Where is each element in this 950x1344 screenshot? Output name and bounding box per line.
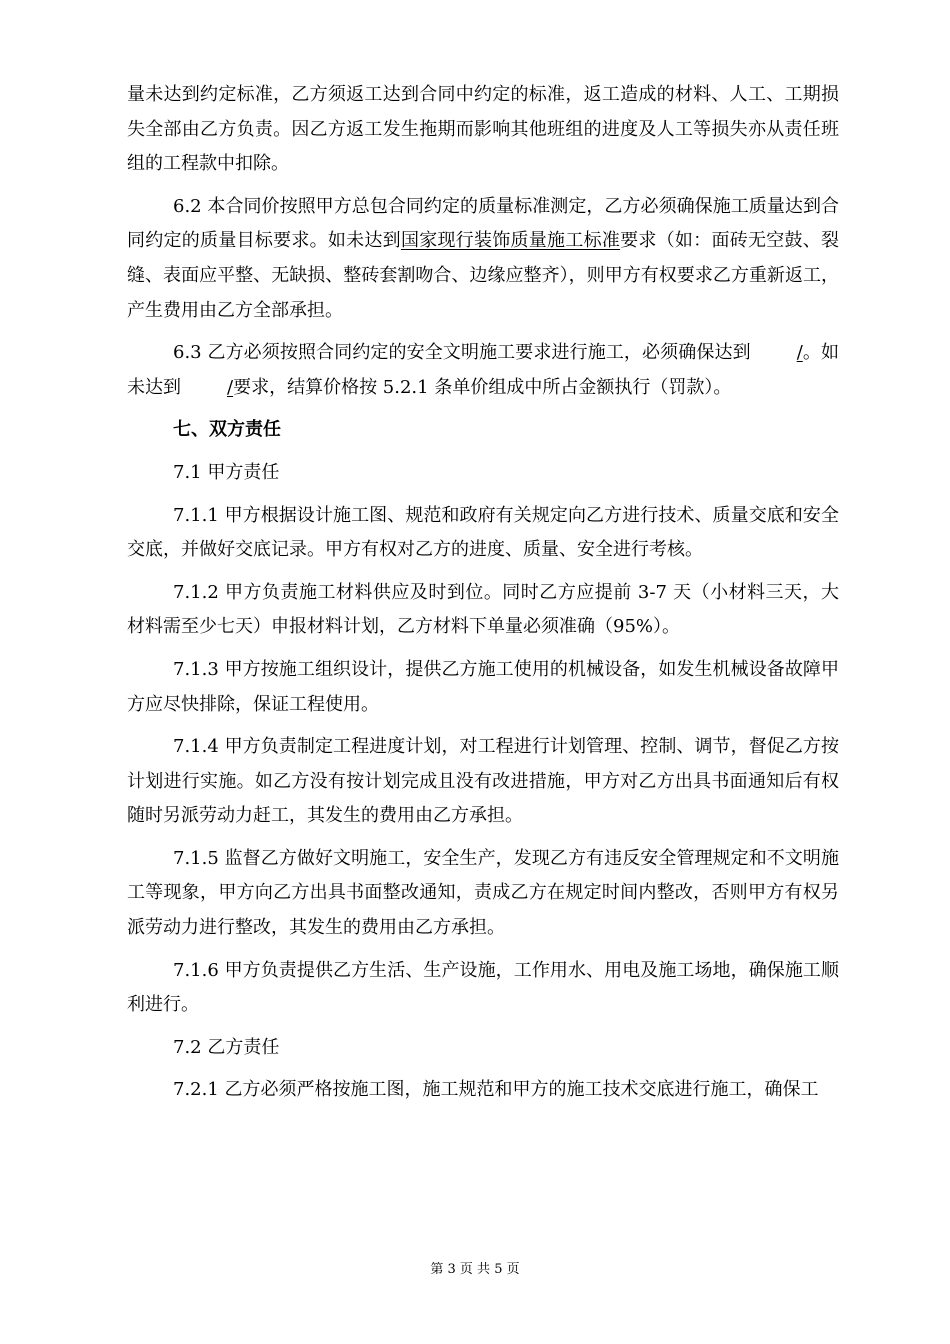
section-heading-7: 七、双方责任: [173, 419, 281, 441]
paragraph-6-3: [127, 336, 839, 405]
page-number-footer: 第 3 页 共 5 页: [430, 1262, 520, 1277]
paragraph-7-2-1: 7.2.1 乙方必须严格按施工图，施工规范和甲方的施工技术交底进行施工，确保工: [173, 1079, 819, 1101]
paragraph-7-1-1: 7.1.1 甲方根据设计施工图、规范和政府有关规定向乙方进行技术、质量交底和安全交底，并做好交底记录。甲方有权对乙方的进度、质量、安全进行考核。: [127, 504, 839, 561]
fill-blank-1: /: [796, 342, 803, 364]
paragraph-7-1-4: 7.1.4 甲方负责制定工程进度计划，对工程进行计划管理、控制、调节，督促乙方按计划进行实施。如乙方没有按计划完成且没有改进措施，甲方对乙方出具书面通知后有权随时另派劳动力赶工，其发生的费用由乙方承担。: [127, 736, 839, 827]
paragraph-7-1-2: 7.1.2 甲方负责施工材料供应及时到位。同时乙方应提前 3-7 天（小材料三天，大材料需至少七天）申报材料计划，乙方材料下单量必须准确（95%）。: [127, 581, 839, 638]
paragraph-7-1-5: 7.1.5 监督乙方做好文明施工，安全生产，发现乙方有违反安全管理规定和不文明施工等现象，甲方向乙方出具书面整改通知，责成乙方在规定时间内整改，否则甲方有权另派劳动力进行整改，其发生的费用由乙方承担。: [127, 847, 839, 939]
paragraph-6-2: [127, 190, 839, 328]
paragraph-6-2-text-b: 要求（如：面砖无空鼓、裂缝、表面应平整、无缺损、整砖套割吻合、边缘应整齐），则甲方有权要求乙方重新返工，产生费用由乙方全部承担。: [127, 230, 840, 321]
paragraph-6-3-text-b: 。如未达到: [127, 342, 839, 398]
fill-blank-2: /: [227, 376, 234, 398]
subheading-7-1: 7.1 甲方责任: [173, 461, 280, 483]
paragraph-7-1-6: 7.1.6 甲方负责提供乙方生活、生产设施，工作用水、用电及施工场地，确保施工顺利进行。: [127, 959, 839, 1016]
paragraph-6-3-text-a: 6.3 乙方必须按照合同约定的安全文明施工要求进行施工，必须确保达到: [173, 342, 751, 364]
paragraph-continuation: 量未达到约定标准，乙方须返工达到合同中约定的标准，返工造成的材料、人工、工期损失全部由乙方负责。因乙方返工发生拖期而影响其他班组的进度及人工等损失亦从责任班组的工程款中扣除。: [127, 84, 839, 175]
paragraph-6-3-text-c: 要求，结算价格按 5.2.1 条单价组成中所占金额执行（罚款）。: [233, 376, 732, 398]
document-body: [127, 78, 839, 1116]
paragraph-7-1-3: 7.1.3 甲方按施工组织设计，提供乙方施工使用的机械设备，如发生机械设备故障甲方应尽快排除，保证工程使用。: [127, 658, 839, 715]
paragraph-6-2-text-a: 6.2 本合同价按照甲方总包合同约定的质量标准测定，乙方必须确保施工质量达到合同约定的质量目标要求。如未达到: [127, 195, 839, 252]
subheading-7-2: 7.2 乙方责任: [173, 1036, 280, 1058]
quality-standard-underlined: 国家现行装饰质量施工标准: [400, 230, 621, 252]
